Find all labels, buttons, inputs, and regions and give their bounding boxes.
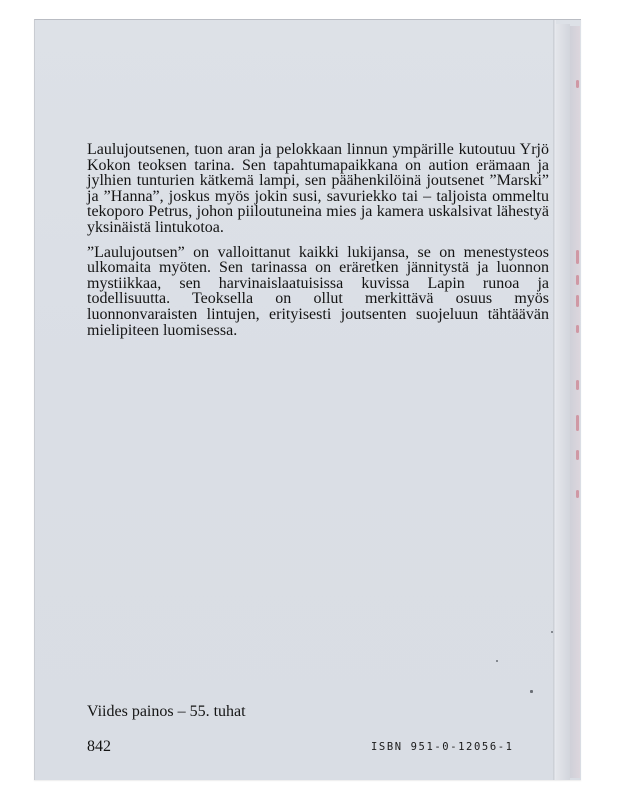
surface-speck — [496, 660, 498, 662]
book-spine — [556, 24, 570, 780]
surface-speck — [530, 690, 533, 693]
spine-edge — [570, 26, 580, 778]
blurb-text — [87, 142, 549, 347]
spine-print-mark — [576, 275, 579, 285]
spine-print-mark — [576, 295, 579, 307]
spine-print-mark — [576, 250, 579, 264]
spine-print-mark — [576, 415, 579, 431]
book-back-cover — [34, 19, 581, 780]
spine-print-mark — [576, 80, 579, 88]
surface-speck — [551, 631, 553, 633]
catalog-code: 842 — [87, 738, 111, 755]
spine-print-mark — [576, 380, 579, 390]
blurb-paragraph-2: ”Laulujoutsen” on valloittanut kaikki lukijansa, se on menestysteos ulkomaita myöten. Sen tarinassa on eräretken jännitystä ja luonnon mystiikkaa, sen harvinaislaatuisissa kuvissa Lapin runoa ja todellisuutta. Teoksella on ollut merkittävä osuus myös luonnonvaraisten lintujen, erityisesti joutsenten suojeluun tähtäävän mielipiteen luomisessa. — [87, 243, 549, 339]
isbn-number: ISBN 951-0-12056-1 — [371, 741, 514, 753]
spine-print-mark — [576, 450, 579, 460]
spine-print-mark — [576, 490, 579, 498]
edition-info: Viides painos – 55. tuhat — [87, 703, 246, 720]
spine-print-mark — [576, 325, 579, 333]
blurb-paragraph-1: Laulujoutsenen, tuon aran ja pelokkaan linnun ympärille kutoutuu Yrjö Kokon teoksen tarina. Sen tapahtumapaikkana on aution erämaan ja jylhien tunturien kätkemä lampi, sen päähenkilöinä joutsenet ”Marski” ja ”Hanna”, joskus myös jokin susi, savuriekko tai – taljoista ommeltu tekoporo Petrus, johon piiloutuneina mies ja kamera uskalsivat lähestyä yksinäistä lintukotoa. — [87, 141, 549, 236]
